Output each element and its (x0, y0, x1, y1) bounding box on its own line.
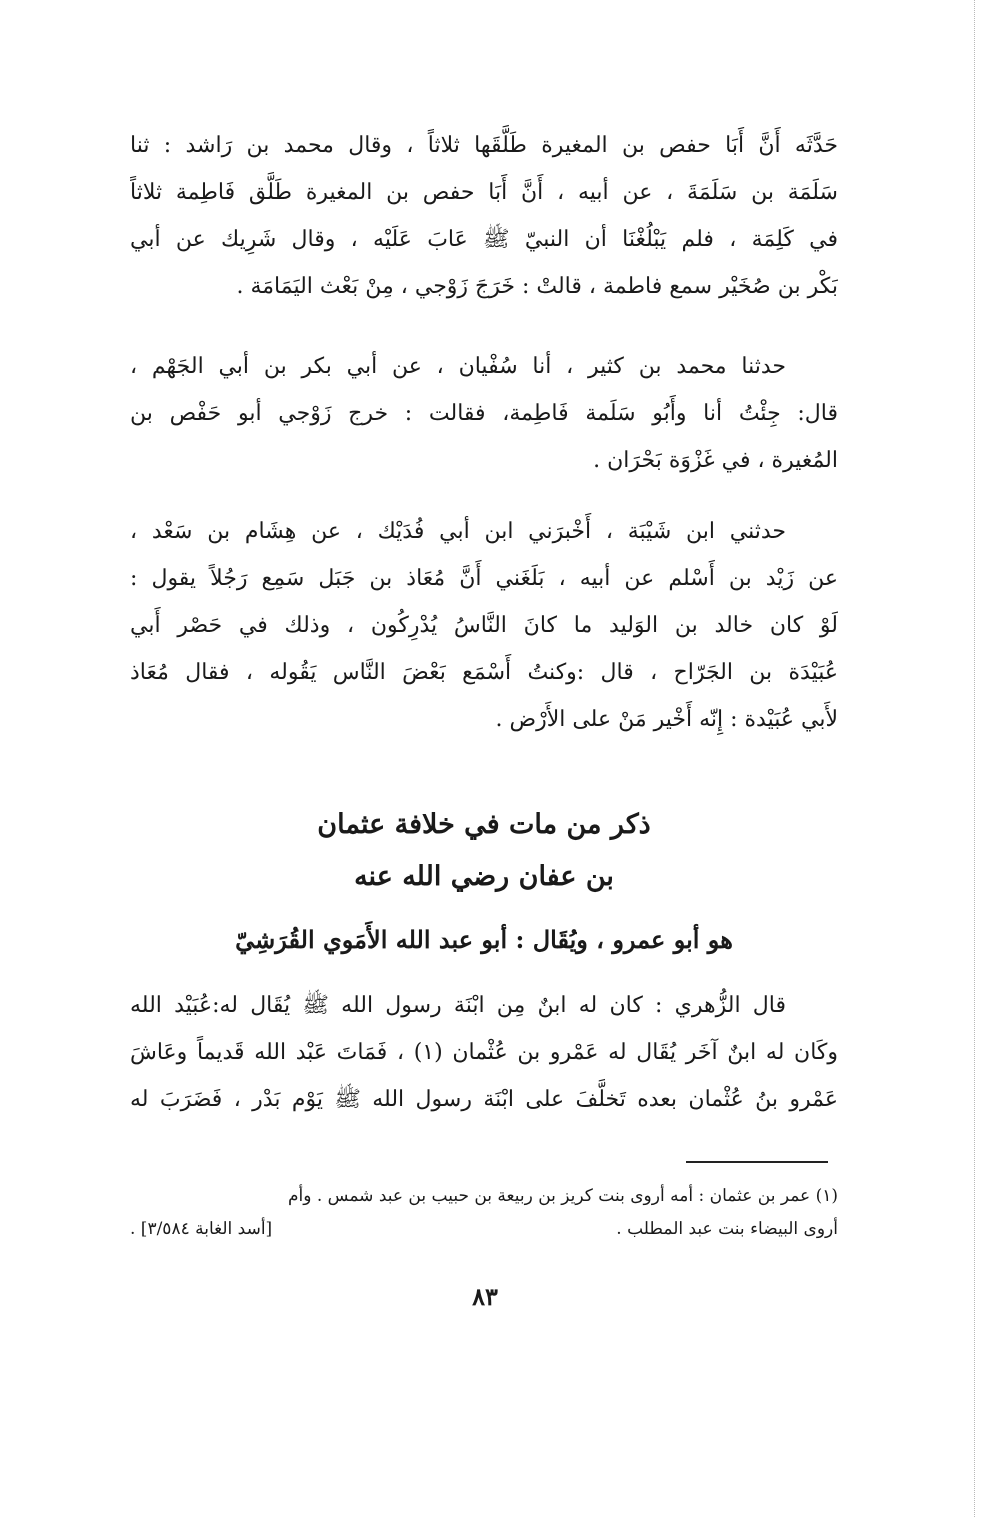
footnote-text: أروى البيضاء بنت عبد المطلب . (616, 1219, 838, 1239)
paragraph-2 (130, 343, 838, 484)
paragraph-4 (130, 982, 838, 1123)
paragraph-line: لأَبي عُبَيْدة : إِنّه أَخْير مَنْ على الأَرْض . (495, 707, 838, 732)
paragraph-line: المُغيرة ، في غَزْوَة بَحْرَان . (593, 448, 838, 473)
paragraph-3 (130, 508, 838, 743)
paragraph-line: سَلَمَة بن سَلَمَةَ ، عن أبيه ، أَنَّ أَبَا حفص بن المغيرة طَلَّق فَاطِمة ثلاثاً (130, 180, 838, 205)
paragraph-line: قال: جِئْتُ أنا وأَبُو سَلَمة فَاطِمة، فقالت : خرج زَوْجي أبو حَفْص بن (130, 401, 838, 426)
footnote-separator (686, 1161, 828, 1163)
paragraph-line: حدثنا محمد بن كثير ، أنا سُفْيان ، عن أبي بكر بن أبي الجَهْم ، (130, 354, 786, 379)
paragraph-line: حدثني ابن شَيْبَة ، أَخْبرَني ابن أبي فُدَيْك ، عن هِشَام بن سَعْد ، (130, 519, 786, 544)
section-subheading: هو أبو عمرو ، ويُقَال : أبو عبد الله الأَمَوي القُرَشِيّ (235, 925, 733, 954)
paragraph-line: لَوْ كان خالد بن الوَليد ما كانَ النَّاسُ يُدْرِكُون ، وذلك في حَصْر أَبي (130, 613, 838, 638)
section-heading-continued: بن عفان رضي الله عنه (354, 861, 614, 892)
footnote-line: (١) عمر بن عثمان : أمه أروى بنت كريز بن ربيعة بن حبيب بن عبد شمس . وأم (288, 1186, 838, 1206)
footnote-line (130, 1213, 838, 1245)
paragraph-line: حَدَّثَه أَنَّ أَبَا حفص بن المغيرة طَلَّقَها ثلاثاً ، وقال محمد بن رَاشد : ثنا (130, 133, 838, 158)
page-number: ٨٣ (472, 1282, 498, 1311)
page-edge-divider (974, 0, 975, 1517)
paragraph-line: عُبَيْدَة بن الجَرّاح ، قال :وكنتُ أَسْمَع بَعْضَ النَّاس يَقُوله ، فقال مُعَاذ (130, 660, 838, 685)
paragraph-line: عَمْرو بنُ عُثْمان بعده تَخلَّفَ على ابْنَة رسول الله ﷺ يَوْم بَدْر ، فَضَرَبَ له (130, 1087, 838, 1112)
paragraph-line: في كَلِمَة ، فلم يَبْلُغْنَا أن النبيّ ﷺ عَابَ عَلَيْه ، وقال شَرِيك عن أبي (130, 227, 838, 252)
paragraph-line: قال الزُّهري : كان له ابنٌ مِن ابْنَة رسول الله ﷺ يُقَال له:عُبَيْد الله (130, 993, 786, 1018)
paragraph-line: وكَان له ابنٌ آخَر يُقَال له عَمْرو بن عُثْمان (١) ، فَمَاتَ عَبْد الله قَديماً وعَاشَ (130, 1040, 838, 1065)
paragraph-line: عن زَيْد بن أَسْلم عن أبيه ، بَلَغَني أَنَّ مُعَاذ بن جَبَل سَمِع رَجُلاً يقول : (130, 566, 838, 591)
footnote-reference: [أسد الغابة ٣/٥٨٤] . (130, 1219, 273, 1239)
paragraph-1 (130, 122, 838, 310)
paragraph-line: بَكْر بن صُخَيْر سمع فاطمة ، قالتْ : خَرَجَ زَوْجي ، مِنْ بَعْث اليَمَامَة . (236, 274, 838, 299)
section-heading: ذكر من مات في خلافة عثمان (317, 809, 651, 840)
